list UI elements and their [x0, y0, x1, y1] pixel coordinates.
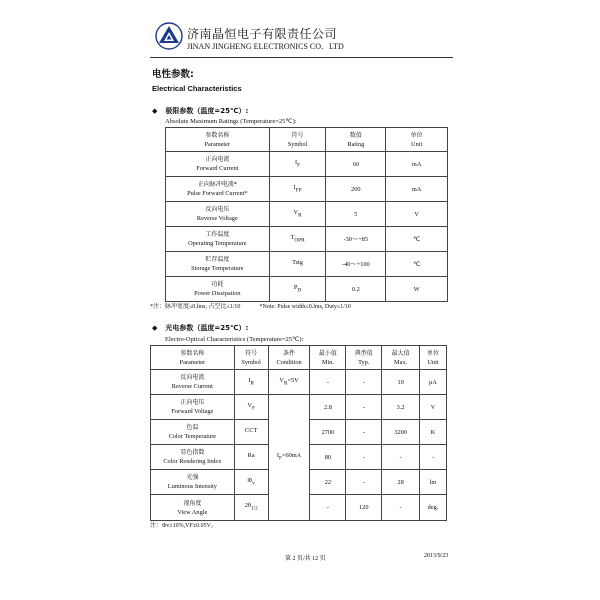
parameter-cell: 显色指数 Color Rendering Index — [151, 445, 235, 470]
eo-table — [150, 345, 447, 521]
abs-max-caption: Absolute Maximum Ratings (Temperature=25℃): — [165, 118, 297, 125]
parameter-cell: 贮存温度 Storage Temperature — [166, 252, 270, 277]
max-cell: 3200 — [382, 420, 420, 445]
table-row — [166, 227, 448, 252]
typ-cell: - — [346, 470, 382, 495]
column-header: 符号 Symbol — [234, 346, 268, 370]
unit-cell: mA — [386, 152, 448, 177]
rating-cell: -40～+100 — [326, 252, 386, 277]
parameter-cell: 正向脉冲电流* Pulse Forward Current* — [166, 177, 270, 202]
parameter-cell: 反向电压 Reverse Voltage — [166, 202, 270, 227]
abs-max-note-cn: *注：脉冲宽度≤0.lms, 占空比≤1/10 — [150, 304, 241, 310]
eo-note: 注：Φv±10%,VF±0.05V。 — [150, 523, 217, 529]
parameter-cell: 反向电流 Reverse Current — [151, 370, 235, 395]
abs-max-heading-text: 极限参数（温度=25℃）: — [165, 107, 249, 115]
abs-max-heading — [152, 106, 248, 116]
table-row — [151, 395, 447, 420]
table-row — [151, 370, 447, 395]
symbol-cell: Tstg — [269, 252, 326, 277]
table-row — [166, 252, 448, 277]
max-cell: 28 — [382, 470, 420, 495]
abs-max-note — [150, 301, 351, 310]
section-title-en: Electrical Characteristics — [152, 84, 242, 93]
typ-cell: - — [346, 370, 382, 395]
letterhead — [155, 22, 455, 58]
typ-cell: 120 — [346, 495, 382, 521]
table-row — [166, 152, 448, 177]
unit-cell: deg. — [420, 495, 447, 521]
rating-cell: 60 — [326, 152, 386, 177]
max-cell: - — [382, 445, 420, 470]
rating-cell: -30～+85 — [326, 227, 386, 252]
eo-heading-text: 光电参数（温度=25℃）: — [165, 324, 249, 332]
min-cell: - — [310, 370, 346, 395]
typ-cell: - — [346, 395, 382, 420]
max-cell: 10 — [382, 370, 420, 395]
typ-cell: - — [346, 445, 382, 470]
shared-condition-cell: $I_F=60mA$ — [268, 395, 310, 521]
symbol-cell: $I_F$ — [269, 152, 326, 177]
unit-cell: W — [386, 277, 448, 302]
symbol-cell: Ra — [234, 445, 268, 470]
rating-cell: 200 — [326, 177, 386, 202]
eo-header-row — [151, 346, 447, 370]
parameter-cell: 色温 Color Temperature — [151, 420, 235, 445]
unit-cell: ℃ — [386, 227, 448, 252]
abs-max-table — [165, 127, 448, 302]
column-header: 最大值 Max. — [382, 346, 420, 370]
column-header: 条件 Condition — [268, 346, 310, 370]
unit-cell: μA — [420, 370, 447, 395]
column-header: 典型值 Typ. — [346, 346, 382, 370]
diamond-bullet-icon: ◆ — [152, 107, 158, 115]
min-cell: 2.8 — [310, 395, 346, 420]
parameter-cell: 视角度 View Angle — [151, 495, 235, 521]
unit-cell: ℃ — [386, 252, 448, 277]
min-cell: 2700 — [310, 420, 346, 445]
column-header: 数值 Rating — [326, 128, 386, 152]
column-header: 单位 Unit — [386, 128, 448, 152]
company-name-cn: 济南晶恒电子有限责任公司 — [187, 27, 338, 41]
typ-cell: - — [346, 420, 382, 445]
symbol-cell: $I_R$ — [234, 370, 268, 395]
document-date: 2013/9/23 — [424, 553, 449, 559]
table-row — [166, 202, 448, 227]
column-header: 参数名称 Parameter — [151, 346, 235, 370]
symbol-cell: $T_{OPR}$ — [269, 227, 326, 252]
diamond-bullet-icon: ◆ — [152, 324, 158, 332]
column-header: 单位 Unit — [420, 346, 447, 370]
unit-cell: mA — [386, 177, 448, 202]
header-rule — [150, 57, 453, 58]
symbol-cell: $I_{FP}$ — [269, 177, 326, 202]
symbol-cell: $P_D$ — [269, 277, 326, 302]
rating-cell: 5 — [326, 202, 386, 227]
parameter-cell: 工作温度 Operating Temperature — [166, 227, 270, 252]
unit-cell: V — [386, 202, 448, 227]
symbol-cell: CCT — [234, 420, 268, 445]
min-cell: - — [310, 495, 346, 521]
abs-max-note-en: *Note: Pulse width≤0.lms, Duty≤1/10 — [259, 304, 351, 310]
unit-cell: - — [420, 445, 447, 470]
table-row — [166, 277, 448, 302]
unit-cell: V — [420, 395, 447, 420]
table-row — [166, 177, 448, 202]
rating-cell: 0.2 — [326, 277, 386, 302]
unit-cell: K — [420, 420, 447, 445]
column-header: 最小值 Min. — [310, 346, 346, 370]
eo-caption: Electro-Optical Characteristics (Temperature=25℃): — [165, 336, 304, 343]
symbol-cell: $V_F$ — [234, 395, 268, 420]
parameter-cell: 光强 Luminous Intensity — [151, 470, 235, 495]
page-number: 第 2 页/共 12 页 — [285, 556, 326, 562]
column-header: 参数名称 Parameter — [166, 128, 270, 152]
company-name-en: JINAN JINGHENG ELECTRONICS CO．LTD — [187, 42, 344, 51]
parameter-cell: 功耗 Power Dissipation — [166, 277, 270, 302]
unit-cell: lm — [420, 470, 447, 495]
max-cell: - — [382, 495, 420, 521]
eo-heading — [152, 323, 248, 333]
min-cell: 22 — [310, 470, 346, 495]
abs-max-header-row — [166, 128, 448, 152]
section-title-cn: 电性参数: — [152, 69, 194, 80]
symbol-cell: $V_R$ — [269, 202, 326, 227]
symbol-cell: $\Phi_v$ — [234, 470, 268, 495]
condition-cell: $V_R=5V$ — [268, 370, 310, 395]
symbol-cell: $2\theta_{1/2}$ — [234, 495, 268, 521]
company-logo — [155, 22, 183, 50]
column-header: 符号 Symbol — [269, 128, 326, 152]
parameter-cell: 正向电压 Forward Voltage — [151, 395, 235, 420]
parameter-cell: 正向电流 Forward Current — [166, 152, 270, 177]
min-cell: 80 — [310, 445, 346, 470]
max-cell: 3.2 — [382, 395, 420, 420]
